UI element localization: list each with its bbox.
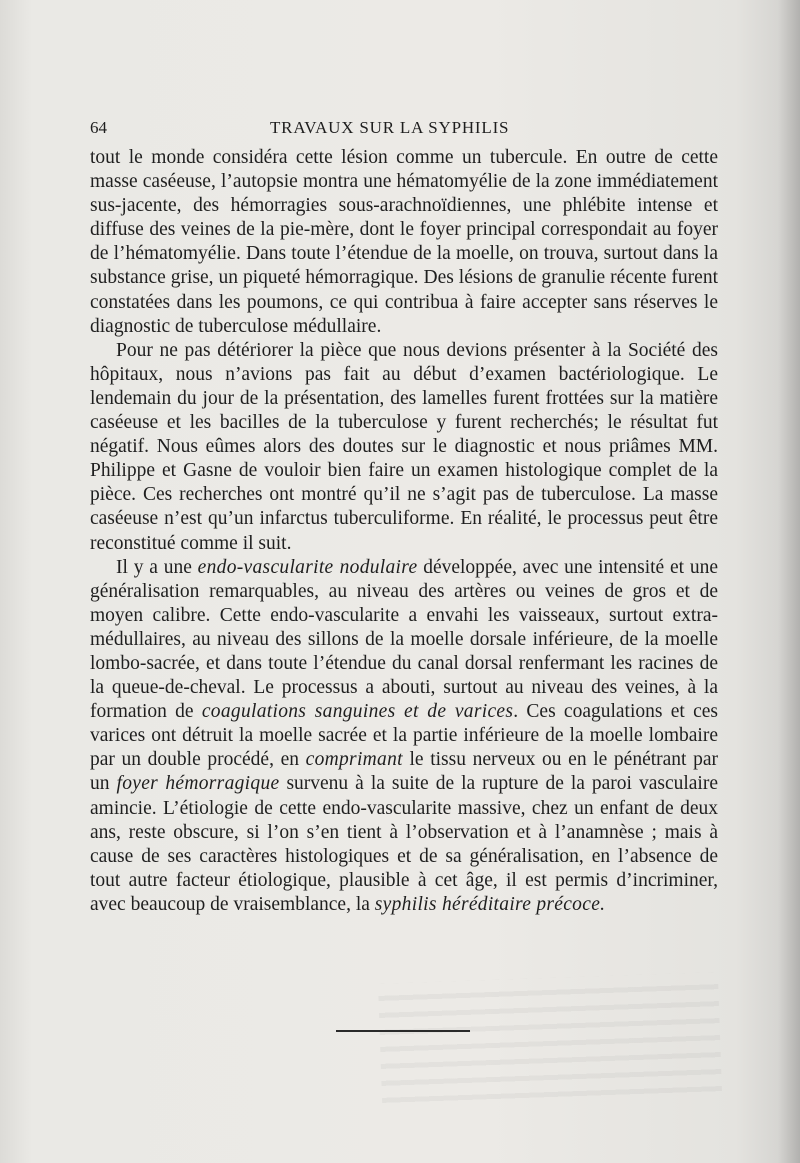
body-text — [90, 146, 718, 917]
text-run: . Ces coagulations et ces varices ont détruit la moelle sacrée et la partie inférieure de la moelle lombaire par un double procédé, en — [90, 701, 718, 771]
section-end-rule — [336, 1030, 470, 1032]
italic-text-run: syphilis héréditaire précoce. — [374, 893, 606, 915]
show-through-text — [378, 972, 722, 1104]
text-run: Pour ne pas détériorer la pièce que nous devions présenter à la Société des hôpitaux, nous n’avions pas fait au début d’examen bactériologique. Le lendemain du jour de la présentation, des lamelles furent frottées sur la matière caséeuse et les bacilles de la tuberculose y furent recherchés; le résultat fut négatif. Nous eûmes alors des doutes sur le diagnostic et nous priâmes MM. Philippe et Gasne de vouloir bien faire un examen histologique complet de la pièce. Ces recherches ont montré qu’il ne s’agit pas de tuberculose. La masse caséeuse n’est qu’un infarctus tuberculiforme. En réalité, le processus peut être reconstitué comme il suit. — [90, 339, 718, 554]
text-run: développée, avec une intensité et une généralisation remarquables, au niveau des artères ou veines de gros et de moyen calibre. Cette endo-vascularite a envahi les vaisseaux, surtout extra-médullaires, au niveau des sillons de la moelle dorsale inférieure, de la moelle lombo-sacrée, et dans toute l’étendue du canal dorsal renfermant les racines de la queue-de-cheval. Le processus a abouti, surtout au niveau des veines, à la formation de — [90, 556, 718, 723]
italic-text-run: coagulations sanguines et de varices — [201, 701, 514, 723]
text-run: tout le monde considéra cette lésion comme un tubercule. En outre de cette masse caséeuse, l’autopsie montra une hématomyélie de la zone immédiatement sus-jacente, des hémorragies sous-arachnoïdiennes, une phlébite intense et diffuse des veines de la pie-mère, dont le foyer principal correspondait au foyer de l’hématomyélie. Dans toute l’étendue de la moelle, on trouva, surtout dans la substance grise, un piqueté hémorragique. Des lésions de granulie récente furent constatées dans les poumons, ce qui contribua à faire accepter sans réserves le diagnostic de tuberculose médullaire. — [90, 147, 718, 337]
text-run: survenu à la suite de la rupture de la paroi vasculaire amincie. L’étiologie de cette endo-vascularite massive, chez un enfant de deux ans, reste obscure, si l’on s’en tient à l’observation et à l’anamnèse ; mais à cause de ses caractères histologiques et de sa généralisation, en l’absence de tout autre facteur étiologique, plausible à cet âge, il est permis d’incriminer, avec beaucoup de vraisemblance, la — [90, 773, 718, 915]
page-header — [90, 118, 710, 148]
paragraph — [90, 556, 718, 917]
book-gutter-shadow — [778, 0, 800, 1163]
text-run: le tissu nerveux ou en le pénétrant par un — [90, 749, 718, 795]
paragraph — [90, 146, 718, 339]
paragraph — [90, 339, 718, 556]
italic-text-run: foyer hémorragique — [116, 773, 280, 795]
italic-text-run: comprimant — [305, 749, 403, 771]
running-title: TRAVAUX SUR LA SYPHILIS — [270, 118, 510, 137]
italic-text-run: endo-vascularite nodulaire — [197, 556, 418, 578]
text-run: Il y a une — [116, 556, 198, 578]
page-number: 64 — [90, 118, 107, 137]
